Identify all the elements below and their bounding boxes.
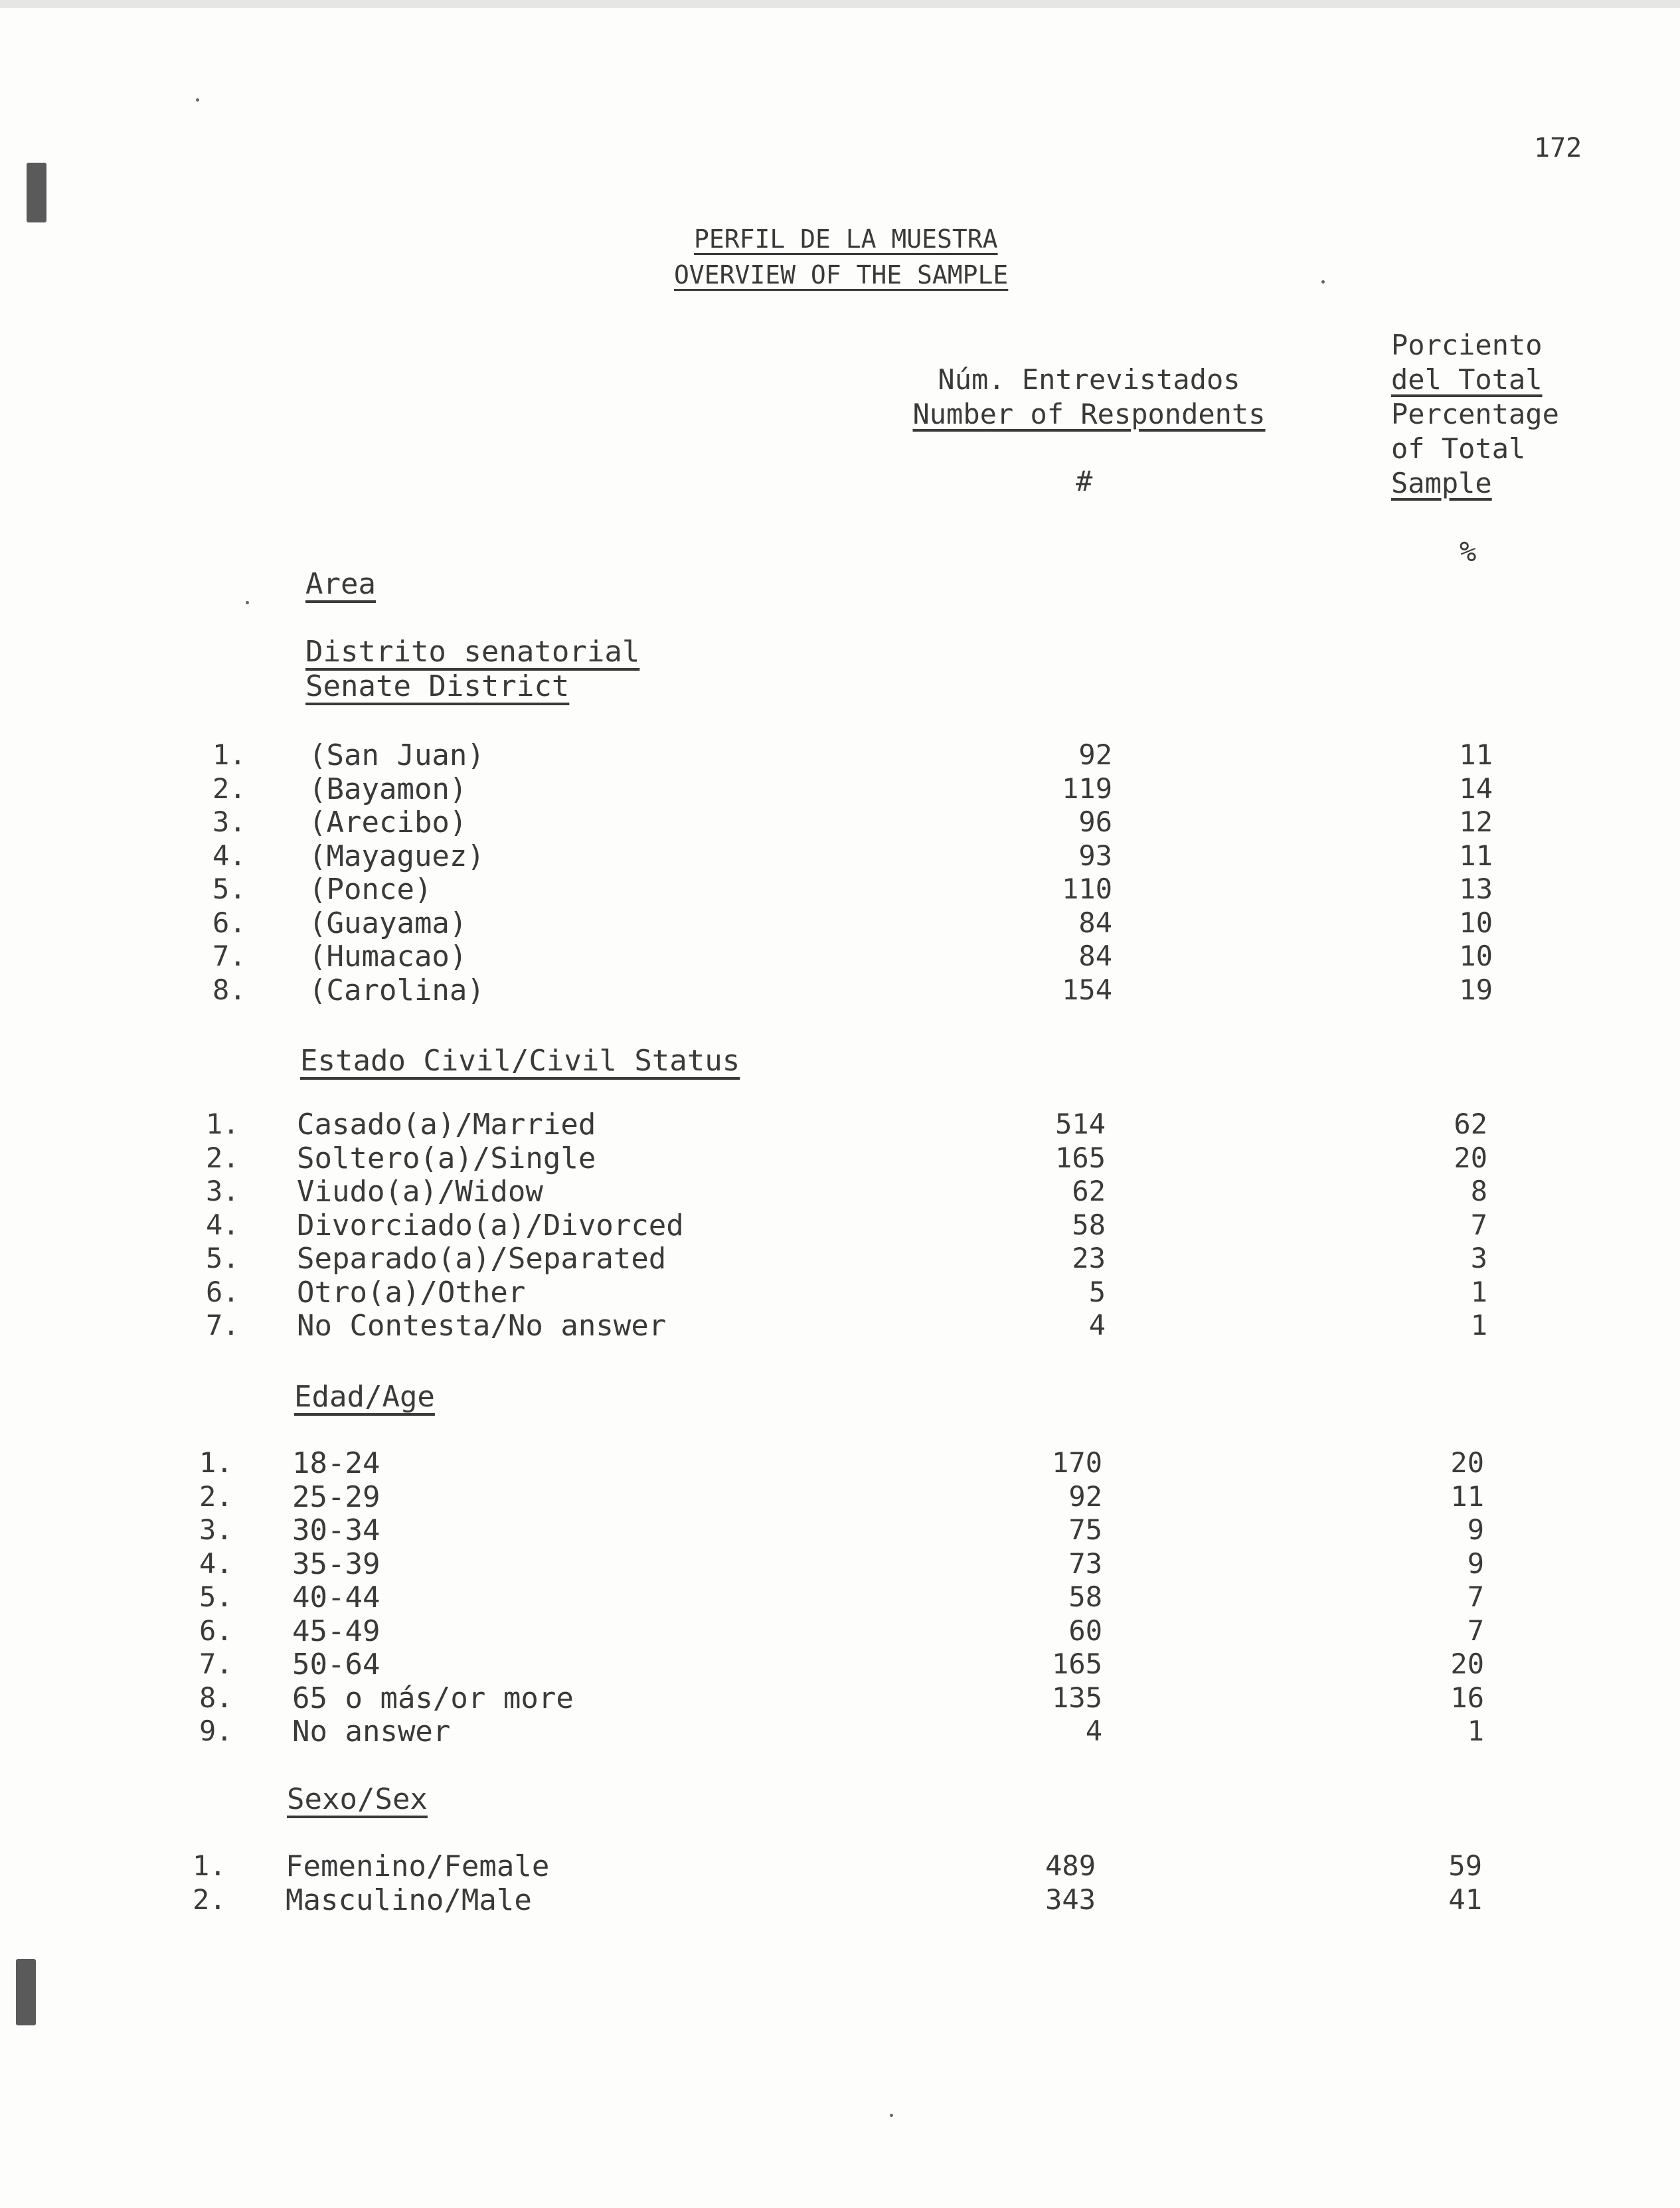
row-number: 8. — [212, 974, 246, 1006]
row-label: (Humacao) — [309, 940, 467, 974]
percentage-header-line3: Percentage — [1391, 398, 1559, 430]
row-label: 30-34 — [292, 1513, 380, 1547]
row-count: 60 — [1068, 1614, 1102, 1647]
percentage-header-line2: del Total — [1391, 363, 1543, 396]
row-percentage: 8 — [1470, 1175, 1487, 1207]
row-count: 92 — [1078, 738, 1112, 771]
scan-speck — [246, 601, 249, 604]
row-count: 62 — [1072, 1175, 1106, 1207]
binder-hole-top — [27, 163, 46, 222]
row-count: 489 — [1045, 1849, 1096, 1882]
row-count: 75 — [1068, 1513, 1102, 1546]
row-count: 119 — [1062, 772, 1112, 805]
age-heading: Edad/Age — [294, 1380, 435, 1414]
row-label: 65 o más/or more — [292, 1681, 574, 1715]
area-heading: Area — [305, 567, 376, 601]
row-number: 8. — [199, 1681, 233, 1714]
row-number: 3. — [206, 1175, 240, 1207]
page-number: 172 — [1534, 133, 1582, 163]
row-percentage: 62 — [1454, 1108, 1487, 1140]
row-number: 5. — [212, 873, 246, 905]
row-count: 514 — [1055, 1108, 1106, 1140]
percentage-symbol: % — [1460, 535, 1477, 568]
row-label: No Contesta/No answer — [297, 1309, 667, 1343]
row-number: 6. — [199, 1614, 233, 1647]
row-label: 50-64 — [292, 1648, 380, 1681]
row-count: 58 — [1068, 1580, 1102, 1613]
row-number: 3. — [212, 806, 246, 838]
row-label: Otro(a)/Other — [297, 1276, 526, 1310]
row-count: 92 — [1068, 1480, 1102, 1513]
row-label: 25-29 — [292, 1480, 380, 1514]
row-number: 7. — [206, 1309, 240, 1341]
row-label: Separado(a)/Separated — [297, 1242, 667, 1276]
row-label: Divorciado(a)/Divorced — [297, 1209, 684, 1242]
row-count: 4 — [1088, 1309, 1106, 1341]
civil-status-heading: Estado Civil/Civil Status — [300, 1044, 740, 1078]
row-number: 3. — [199, 1513, 233, 1546]
row-number: 7. — [199, 1648, 233, 1680]
row-number: 7. — [212, 940, 246, 972]
row-count: 5 — [1088, 1276, 1106, 1308]
row-percentage: 11 — [1459, 839, 1493, 872]
scan-speck — [196, 98, 199, 102]
row-percentage: 12 — [1459, 806, 1493, 838]
percentage-header-line4: of Total — [1391, 432, 1526, 465]
row-label: Soltero(a)/Single — [297, 1142, 596, 1175]
row-label: (Bayamon) — [309, 772, 467, 806]
row-percentage: 1 — [1467, 1715, 1484, 1747]
row-percentage: 20 — [1450, 1648, 1484, 1680]
row-percentage: 41 — [1448, 1883, 1482, 1916]
scan-top-edge — [0, 0, 1680, 8]
row-count: 165 — [1052, 1648, 1102, 1680]
row-percentage: 14 — [1459, 772, 1493, 805]
row-number: 6. — [212, 906, 246, 939]
row-percentage: 19 — [1459, 974, 1493, 1006]
respondents-symbol: # — [1076, 465, 1093, 497]
row-count: 154 — [1062, 974, 1112, 1006]
row-percentage: 20 — [1454, 1142, 1487, 1174]
district-heading-spanish: Distrito senatorial — [305, 635, 640, 669]
row-label: (Guayama) — [309, 906, 467, 940]
row-percentage: 11 — [1450, 1480, 1484, 1513]
row-percentage: 3 — [1470, 1242, 1487, 1274]
row-label: (Arecibo) — [309, 806, 467, 839]
row-label: 45-49 — [292, 1614, 380, 1648]
row-label: Casado(a)/Married — [297, 1108, 596, 1142]
row-label: (Ponce) — [309, 873, 432, 906]
binder-hole-bottom — [16, 1959, 36, 2025]
row-count: 84 — [1078, 940, 1112, 972]
row-number: 5. — [199, 1580, 233, 1613]
row-count: 23 — [1072, 1242, 1106, 1274]
row-label: 18-24 — [292, 1446, 380, 1480]
row-number: 1. — [193, 1849, 226, 1882]
row-number: 2. — [193, 1883, 226, 1916]
row-percentage: 7 — [1470, 1209, 1487, 1241]
row-count: 4 — [1085, 1715, 1102, 1747]
row-percentage: 10 — [1459, 940, 1493, 972]
percentage-header-line5: Sample — [1391, 467, 1492, 499]
row-number: 9. — [199, 1715, 233, 1747]
row-percentage: 11 — [1459, 738, 1493, 771]
row-number: 4. — [212, 839, 246, 872]
row-number: 1. — [199, 1446, 233, 1479]
row-label: 40-44 — [292, 1580, 380, 1614]
row-number: 2. — [199, 1480, 233, 1513]
row-count: 165 — [1055, 1142, 1106, 1174]
title-spanish: PERFIL DE LA MUESTRA — [694, 224, 998, 254]
row-percentage: 59 — [1448, 1849, 1482, 1882]
scan-speck — [1321, 280, 1325, 284]
row-percentage: 1 — [1470, 1309, 1487, 1341]
row-percentage: 1 — [1470, 1276, 1487, 1308]
row-count: 343 — [1045, 1883, 1096, 1916]
sex-heading: Sexo/Sex — [287, 1782, 428, 1816]
title-english: OVERVIEW OF THE SAMPLE — [674, 260, 1009, 290]
row-percentage: 7 — [1467, 1614, 1484, 1647]
row-percentage: 16 — [1450, 1681, 1484, 1714]
row-count: 135 — [1052, 1681, 1102, 1714]
district-heading-english: Senate District — [305, 669, 570, 703]
row-label: (Mayaguez) — [309, 839, 485, 873]
percentage-column-header — [1391, 328, 1559, 501]
row-label: Viudo(a)/Widow — [297, 1175, 543, 1209]
row-number: 1. — [206, 1108, 240, 1140]
respondents-header-english: Number of Respondents — [912, 398, 1266, 430]
row-number: 1. — [212, 738, 246, 771]
row-percentage: 9 — [1467, 1513, 1484, 1546]
row-percentage: 13 — [1459, 873, 1493, 905]
row-label: (San Juan) — [309, 738, 485, 772]
row-percentage: 7 — [1467, 1580, 1484, 1613]
row-percentage: 9 — [1467, 1547, 1484, 1580]
row-count: 58 — [1072, 1209, 1106, 1241]
row-count: 73 — [1068, 1547, 1102, 1580]
respondents-column-header — [890, 363, 1288, 432]
scan-speck — [890, 2114, 893, 2117]
row-number: 4. — [199, 1547, 233, 1580]
row-count: 170 — [1052, 1446, 1102, 1479]
row-number: 2. — [212, 772, 246, 805]
row-label: Masculino/Male — [286, 1883, 532, 1917]
percentage-header-line1: Porciento — [1391, 329, 1543, 361]
row-label: Femenino/Female — [286, 1849, 550, 1883]
row-number: 4. — [206, 1209, 240, 1241]
row-number: 6. — [206, 1276, 240, 1308]
respondents-header-spanish: Núm. Entrevistados — [938, 363, 1240, 396]
row-number: 2. — [206, 1142, 240, 1174]
row-count: 110 — [1062, 873, 1112, 905]
row-label: No answer — [292, 1715, 451, 1748]
row-percentage: 20 — [1450, 1446, 1484, 1479]
row-count: 93 — [1078, 839, 1112, 872]
row-count: 96 — [1078, 806, 1112, 838]
row-percentage: 10 — [1459, 906, 1493, 939]
row-count: 84 — [1078, 906, 1112, 939]
row-label: 35-39 — [292, 1547, 380, 1581]
row-label: (Carolina) — [309, 974, 485, 1007]
row-number: 5. — [206, 1242, 240, 1274]
